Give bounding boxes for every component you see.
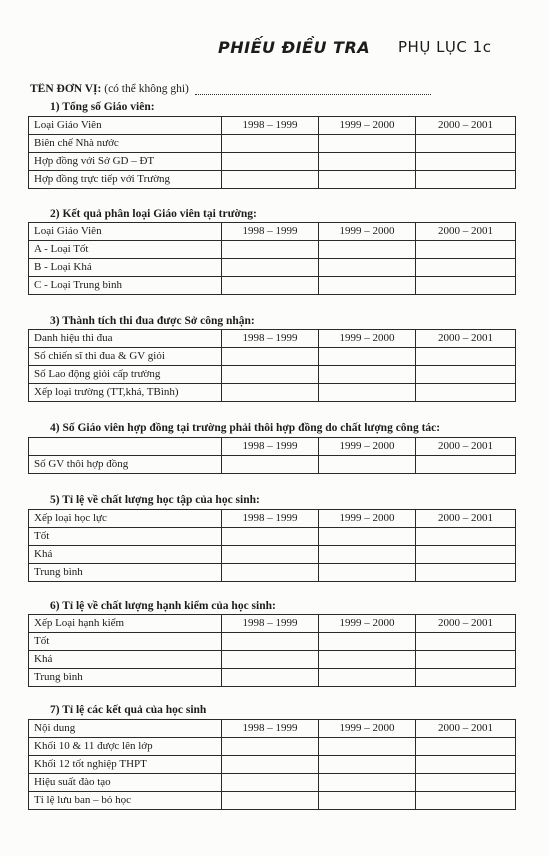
input-cell[interactable] (222, 171, 319, 189)
input-cell[interactable] (222, 756, 319, 774)
input-cell[interactable] (222, 738, 319, 756)
table-header-row (29, 117, 516, 135)
year-cell: 2000 – 2001 (416, 117, 516, 135)
input-cell[interactable] (319, 528, 416, 546)
row-label-cell: Hợp đồng với Sở GD – ĐT (29, 153, 222, 171)
input-cell[interactable] (319, 171, 416, 189)
year-cell: 1998 – 1999 (222, 615, 319, 633)
table-row (29, 456, 516, 474)
year-cell: 1999 – 2000 (319, 438, 416, 456)
input-cell[interactable] (416, 153, 516, 171)
section-2-table (28, 222, 516, 295)
section-6-table (28, 614, 516, 687)
input-cell[interactable] (416, 792, 516, 810)
table-row (29, 564, 516, 582)
input-cell[interactable] (319, 546, 416, 564)
table-row (29, 669, 516, 687)
section-5-title: 5) Tỉ lệ về chất lượng học tập của học sinh: (50, 494, 260, 506)
input-cell[interactable] (319, 774, 416, 792)
table-row (29, 135, 516, 153)
row-label-cell: B - Loại Khá (29, 259, 222, 277)
row-label-cell: Khá (29, 651, 222, 669)
input-cell[interactable] (222, 633, 319, 651)
table-header-row (29, 720, 516, 738)
input-cell[interactable] (222, 135, 319, 153)
year-cell: 1999 – 2000 (319, 510, 416, 528)
input-cell[interactable] (319, 259, 416, 277)
row-label-cell: Tốt (29, 633, 222, 651)
input-cell[interactable] (416, 135, 516, 153)
table-row (29, 384, 516, 402)
input-cell[interactable] (416, 259, 516, 277)
input-cell[interactable] (222, 774, 319, 792)
row-label-cell: C - Loại Trung bình (29, 277, 222, 295)
row-label-cell: Trung bình (29, 669, 222, 687)
input-cell[interactable] (319, 366, 416, 384)
input-cell[interactable] (319, 564, 416, 582)
section-3-table (28, 329, 516, 402)
table-row (29, 756, 516, 774)
year-cell: 1998 – 1999 (222, 117, 319, 135)
input-cell[interactable] (319, 241, 416, 259)
input-cell[interactable] (416, 651, 516, 669)
table-row (29, 633, 516, 651)
section-3-title: 3) Thành tích thi đua được Sở công nhận: (50, 315, 255, 327)
input-cell[interactable] (416, 633, 516, 651)
input-cell[interactable] (222, 792, 319, 810)
input-cell[interactable] (416, 277, 516, 295)
unit-name-label: TÊN ĐƠN VỊ: (30, 83, 102, 95)
input-cell[interactable] (222, 456, 319, 474)
year-cell: 1998 – 1999 (222, 438, 319, 456)
row-label-cell: Hợp đồng trực tiếp với Trường (29, 171, 222, 189)
input-cell[interactable] (319, 456, 416, 474)
section-1-table (28, 116, 516, 189)
section-5-table (28, 509, 516, 582)
input-cell[interactable] (416, 564, 516, 582)
row-label-cell: Tỉ lệ lưu ban – bỏ học (29, 792, 222, 810)
input-cell[interactable] (222, 366, 319, 384)
header-label-cell (29, 438, 222, 456)
year-cell: 1999 – 2000 (319, 223, 416, 241)
input-cell[interactable] (222, 669, 319, 687)
year-cell: 2000 – 2001 (416, 510, 516, 528)
input-cell[interactable] (319, 792, 416, 810)
table-header-row (29, 223, 516, 241)
unit-name-field[interactable] (195, 84, 431, 95)
input-cell[interactable] (319, 651, 416, 669)
input-cell[interactable] (222, 241, 319, 259)
input-cell[interactable] (319, 633, 416, 651)
row-label-cell: Hiệu suất đào tạo (29, 774, 222, 792)
table-header-row (29, 510, 516, 528)
year-cell: 1999 – 2000 (319, 117, 416, 135)
year-cell: 2000 – 2001 (416, 438, 516, 456)
unit-name-note: (có thể không ghi) (104, 83, 189, 95)
input-cell[interactable] (222, 384, 319, 402)
table-row (29, 774, 516, 792)
form-title: PHIẾU ĐIỀU TRA (218, 38, 371, 57)
table-row (29, 738, 516, 756)
table-row (29, 651, 516, 669)
header-label-cell: Loại Giáo Viên (29, 117, 222, 135)
section-6-title: 6) Tỉ lệ về chất lượng hạnh kiểm của học sinh: (50, 600, 276, 612)
year-cell: 1998 – 1999 (222, 223, 319, 241)
row-label-cell: Khá (29, 546, 222, 564)
table-row (29, 366, 516, 384)
table-row (29, 153, 516, 171)
section-2-title: 2) Kết quả phân loại Giáo viên tại trường: (50, 208, 257, 220)
table-row (29, 348, 516, 366)
row-label-cell: Khối 10 & 11 được lên lớp (29, 738, 222, 756)
input-cell[interactable] (416, 171, 516, 189)
input-cell[interactable] (222, 153, 319, 171)
input-cell[interactable] (222, 259, 319, 277)
year-cell: 1999 – 2000 (319, 720, 416, 738)
input-cell[interactable] (416, 528, 516, 546)
row-label-cell: Tốt (29, 528, 222, 546)
input-cell[interactable] (416, 774, 516, 792)
table-row (29, 528, 516, 546)
row-label-cell: Số Lao động giỏi cấp trường (29, 366, 222, 384)
input-cell[interactable] (416, 241, 516, 259)
year-cell: 1998 – 1999 (222, 510, 319, 528)
section-1-title: 1) Tổng số Giáo viên: (50, 101, 155, 113)
header-label-cell: Nội dung (29, 720, 222, 738)
unit-name-line (30, 83, 470, 95)
input-cell[interactable] (416, 546, 516, 564)
year-cell: 2000 – 2001 (416, 223, 516, 241)
page-header (0, 38, 550, 62)
input-cell[interactable] (319, 277, 416, 295)
section-4-title: 4) Số Giáo viên hợp đồng tại trường phải thôi hợp đồng do chất lượng công tác: (50, 422, 441, 434)
input-cell[interactable] (416, 348, 516, 366)
input-cell[interactable] (416, 756, 516, 774)
row-label-cell: Số chiến sĩ thi đua & GV giỏi (29, 348, 222, 366)
table-row (29, 171, 516, 189)
input-cell[interactable] (416, 366, 516, 384)
input-cell[interactable] (222, 277, 319, 295)
input-cell[interactable] (319, 153, 416, 171)
header-label-cell: Danh hiệu thi đua (29, 330, 222, 348)
input-cell[interactable] (416, 384, 516, 402)
header-label-cell: Loại Giáo Viên (29, 223, 222, 241)
year-cell: 1999 – 2000 (319, 615, 416, 633)
header-label-cell: Xếp Loại hạnh kiểm (29, 615, 222, 633)
input-cell[interactable] (222, 528, 319, 546)
input-cell[interactable] (319, 669, 416, 687)
row-label-cell: Xếp loại trường (TT,khá, TBình) (29, 384, 222, 402)
table-header-row (29, 438, 516, 456)
input-cell[interactable] (222, 348, 319, 366)
year-cell: 1998 – 1999 (222, 720, 319, 738)
year-cell: 1998 – 1999 (222, 330, 319, 348)
input-cell[interactable] (319, 135, 416, 153)
row-label-cell: Trung bình (29, 564, 222, 582)
row-label-cell: Số GV thôi hợp đồng (29, 456, 222, 474)
appendix-label: PHỤ LỤC 1c (398, 38, 492, 56)
table-row (29, 259, 516, 277)
year-cell: 2000 – 2001 (416, 330, 516, 348)
row-label-cell: Biên chế Nhà nước (29, 135, 222, 153)
input-cell[interactable] (319, 738, 416, 756)
section-7-title: 7) Tỉ lệ các kết quả của học sinh (50, 704, 207, 716)
input-cell[interactable] (416, 738, 516, 756)
input-cell[interactable] (416, 456, 516, 474)
header-label-cell: Xếp loại học lực (29, 510, 222, 528)
year-cell: 2000 – 2001 (416, 615, 516, 633)
input-cell[interactable] (319, 756, 416, 774)
year-cell: 2000 – 2001 (416, 720, 516, 738)
input-cell[interactable] (319, 384, 416, 402)
table-row (29, 792, 516, 810)
input-cell[interactable] (222, 564, 319, 582)
input-cell[interactable] (222, 651, 319, 669)
row-label-cell: A - Loại Tốt (29, 241, 222, 259)
input-cell[interactable] (222, 546, 319, 564)
table-row (29, 546, 516, 564)
table-header-row (29, 330, 516, 348)
input-cell[interactable] (416, 669, 516, 687)
section-7-table (28, 719, 516, 810)
table-row (29, 241, 516, 259)
table-row (29, 277, 516, 295)
section-4-table (28, 437, 516, 474)
row-label-cell: Khối 12 tốt nghiệp THPT (29, 756, 222, 774)
input-cell[interactable] (319, 348, 416, 366)
year-cell: 1999 – 2000 (319, 330, 416, 348)
table-header-row (29, 615, 516, 633)
